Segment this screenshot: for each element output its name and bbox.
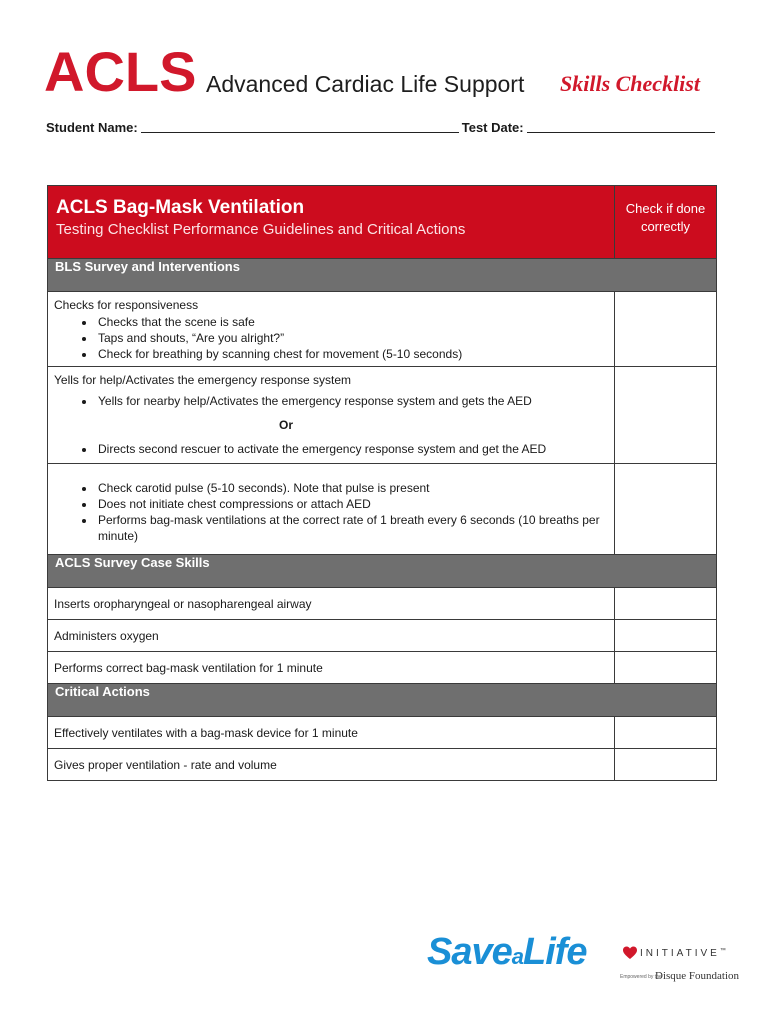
acls-logo-text: ACLS: [44, 40, 197, 103]
check-box[interactable]: [615, 620, 717, 652]
checklist-row: [48, 464, 717, 555]
section-heading: ACLS Survey Case Skills: [48, 555, 717, 588]
checklist-item: Effectively ventilates with a bag-mask device for 1 minute: [48, 717, 615, 749]
bullet-item: • Yells for nearby help/Activates the emergency response system and gets the AED: [96, 393, 608, 409]
bullet-item: • Check for breathing by scanning chest for movement (5-10 seconds): [96, 346, 608, 362]
test-date-label: Test Date:: [461, 120, 524, 135]
item-bullets: [54, 441, 608, 457]
item-bullets: [54, 393, 608, 409]
student-name-label: Student Name:: [46, 120, 138, 135]
checklist-item: Gives proper ventilation - rate and volume: [48, 749, 615, 781]
item-bullets: [54, 480, 608, 544]
or-separator: Or: [278, 418, 293, 432]
checklist-title: ACLS Bag-Mask Ventilation: [56, 197, 305, 218]
item-lead: Checks for responsiveness: [54, 298, 199, 312]
checklist-table: [47, 185, 717, 781]
logo-empowered-by: Empowered by the: [620, 974, 662, 980]
checklist-item: [48, 292, 615, 367]
checklist-row: [48, 717, 717, 749]
checklist-row: [48, 588, 717, 620]
student-name-field[interactable]: [141, 120, 459, 133]
check-box[interactable]: [615, 464, 717, 555]
checklist-item: [48, 464, 615, 555]
check-box[interactable]: [615, 588, 717, 620]
check-box[interactable]: [615, 717, 717, 749]
check-column-header: Check if done correctly: [615, 186, 717, 259]
section-heading: BLS Survey and Interventions: [48, 259, 717, 292]
logo-a: a: [511, 944, 523, 969]
logo-save: Save: [427, 931, 512, 973]
section-heading-row: [48, 555, 717, 588]
save-a-life-logo: [427, 928, 740, 992]
bullet-item: • Check carotid pulse (5-10 seconds). Note that pulse is present: [96, 480, 608, 496]
student-info-line: [46, 120, 726, 135]
check-box[interactable]: [615, 652, 717, 684]
checklist-item: [48, 367, 615, 464]
logo-initiative: INITIATIVE™: [640, 948, 726, 959]
checklist-title-cell: [48, 186, 615, 259]
bullet-item: • Does not initiate chest compressions or attach AED: [96, 496, 608, 512]
check-box[interactable]: [615, 749, 717, 781]
checklist-row: [48, 652, 717, 684]
checklist-title-row: [48, 186, 717, 259]
page-title: Advanced Cardiac Life Support: [206, 71, 525, 97]
bullet-item: • Taps and shouts, “Are you alright?”: [96, 330, 608, 346]
item-bullets: [54, 314, 608, 362]
checklist-row: [48, 620, 717, 652]
bullet-item: • Checks that the scene is safe: [96, 314, 608, 330]
check-box[interactable]: [615, 367, 717, 464]
heart-icon: [623, 946, 637, 960]
checklist-row: [48, 292, 717, 367]
bullet-item: • Performs bag-mask ventilations at the correct rate of 1 breath every 6 seconds (10 breaths per minute): [96, 512, 608, 544]
checklist-item: Administers oxygen: [48, 620, 615, 652]
checklist-row: [48, 367, 717, 464]
checklist-row: [48, 749, 717, 781]
logo-disque-foundation: Disque Foundation: [655, 970, 740, 982]
checklist-subtitle: Testing Checklist Performance Guidelines and Critical Actions: [56, 221, 466, 238]
logo-wordmark: [427, 930, 587, 979]
test-date-field[interactable]: [527, 120, 715, 133]
item-lead: Yells for help/Activates the emergency response system: [54, 373, 352, 387]
check-box[interactable]: [615, 292, 717, 367]
logo-life: Life: [523, 931, 587, 973]
section-heading: Critical Actions: [48, 684, 717, 717]
page-header: [44, 42, 734, 102]
skills-checklist-badge: Skills Checklist: [560, 71, 700, 96]
bullet-item: • Directs second rescuer to activate the emergency response system and get the AED: [96, 441, 608, 457]
checklist-item: Performs correct bag-mask ventilation for 1 minute: [48, 652, 615, 684]
checklist-item: Inserts oropharyngeal or nasopharengeal airway: [48, 588, 615, 620]
section-heading-row: [48, 259, 717, 292]
section-heading-row: [48, 684, 717, 717]
